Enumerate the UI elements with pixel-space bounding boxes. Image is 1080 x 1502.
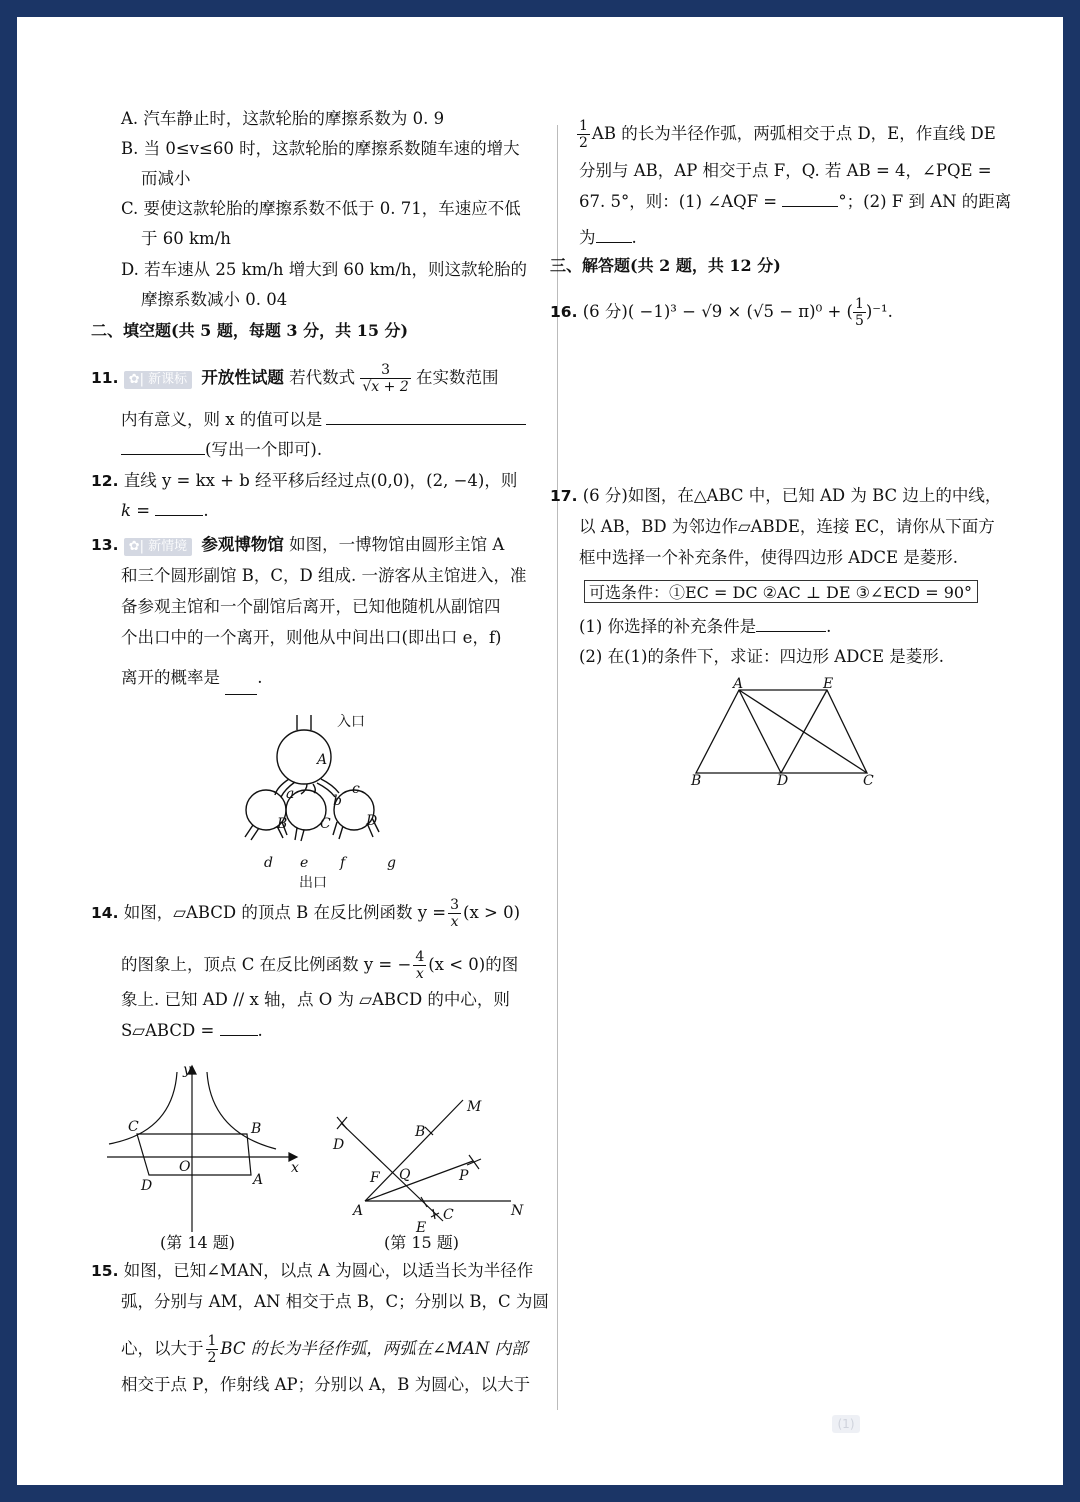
q15-continued-line3: 67. 5°，则：(1) ∠AQF = °；(2) F 到 AN 的距离 [579,192,1012,211]
q14-line2: 的图象上，顶点 C 在反比例函数 y = − $\frac{4}{x}$ (x < 0)的图 [121,949,519,982]
section-fill-in-heading: 二、填空题(共 5 题，每题 3 分，共 15 分) [91,321,409,340]
exit-e-label: e [300,855,309,871]
page-number: (1) [832,1415,860,1433]
q11-line2: 内有意义，则 x 的值可以是 [121,409,526,431]
q17-sub1: (1) 你选择的补充条件是 . [579,617,832,636]
q14-b-label: B [251,1121,262,1137]
q14-line4: S▱ABCD = . [121,1021,263,1040]
q12-line2: k = . [121,501,209,520]
q14-c-label: C [128,1119,139,1135]
q10-option-b: B. 当 0≤v≤60 时，这款轮胎的摩擦系数随车速的增大 [121,139,520,158]
q15-m-label: M [467,1099,482,1115]
museum-b-label: B [277,816,288,832]
q17-line3: 框中选择一个补充条件，使得四边形 ADCE 是菱形. [579,548,959,567]
q15-line2: 弧，分别与 AM，AN 相交于点 B，C；分别以 B，C 为圆 [121,1292,549,1311]
exam-page [17,17,1063,1485]
museum-a-label: A [317,752,328,768]
q14-a-label: A [253,1172,264,1188]
exit-b-label: b [333,793,342,809]
q11-fraction: $\frac{3}{√x + 2}$ [362,362,409,395]
q11-answer-blank-2[interactable] [121,440,205,455]
q13-line4: 个出口中的一个离开，则他从中间出口(即出口 e，f) [121,628,502,647]
q10-option-c-cont: 于 60 km/h [141,229,231,248]
q15: 15. 如图，已知∠MAN，以点 A 为圆心，以适当长为半径作 [91,1261,534,1280]
q15-figure [327,1079,527,1239]
q10-option-c: C. 要使这款轮胎的摩擦系数不低于 0. 71，车速应不低 [121,199,521,218]
q12-answer-blank[interactable] [155,501,203,516]
q14-d-label: D [141,1178,153,1194]
q13: 13. ✿| 新情境 参观博物馆 如图，一博物馆由圆形主馆 A [91,535,505,554]
q11-number: 11. [91,369,119,387]
q13-line3: 备参观主馆和一个副馆后离开，已知他随机从副馆四 [121,597,501,616]
q10-option-b-cont: 而减小 [141,169,191,188]
entrance-label: 入口 [337,714,365,730]
exit-d-label: d [264,855,273,871]
q15-continued-line2: 分别与 AB，AP 相交于点 F，Q. 若 AB = 4，∠PQE = [579,161,992,180]
q17-a-label: A [733,677,744,692]
q15-b-label: B [415,1124,426,1140]
q15-line3: 心，以大于 $\frac{1}{2}$ BC 的长为半径作弧，两弧在∠MAN 内部 [121,1333,528,1366]
q17-figure [682,677,892,787]
q15-p-label: P [459,1168,469,1184]
exit-a-label: a [286,786,295,802]
museum-d-label: D [366,813,378,829]
exit-label: 出口 [299,875,327,891]
q15-e-label: E [416,1220,427,1236]
q17-b-label: B [691,773,702,787]
q14-y-axis-label: y [183,1062,191,1078]
q14-origin-label: O [179,1159,191,1175]
q15-a-label: A [353,1203,364,1219]
q13-answer-blank[interactable] [225,680,257,695]
q10-option-d: D. 若车速从 25 km/h 增大到 60 km/h，则这款轮胎的 [121,260,528,279]
q15-answer-blank-2[interactable] [596,228,632,243]
q17-line2: 以 AB，BD 为邻边作▱ABDE，连接 EC，请你从下面方 [579,517,995,536]
q14: 14. 如图，▱ABCD 的顶点 B 在反比例函数 y = $\frac{3}{x}$ (x > 0) [91,897,521,930]
q14-line3: 象上. 已知 AD // x 轴，点 O 为 ▱ABCD 的中心，则 [121,990,510,1009]
museum-c-label: C [320,816,331,832]
q17: 17. (6 分)如图，在△ABC 中，已知 AD 为 BC 边上的中线， [550,486,1002,505]
q11-pre: 若代数式 [289,368,356,387]
q11-tag: ✿| 新课标 [124,371,192,389]
exit-g-label: g [387,855,396,871]
q15-q-label: Q [399,1167,411,1183]
q17-c-label: C [863,773,874,787]
q11-post: 在实数范围 [416,368,499,387]
q11-answer-blank[interactable] [326,410,526,425]
q12: 12. 直线 y = kx + b 经平移后经过点(0,0)，(2, −4)，则 [91,471,518,490]
q15-answer-blank-1[interactable] [782,192,838,207]
q15-continued-line1: $\frac{1}{2}$ AB 的长为半径作弧，两弧相交于点 D，E，作直线 DE [579,118,996,151]
q15-n-label: N [511,1203,524,1219]
q16: 16. (6 分)( −1)³ − √9 × (√5 − π)⁰ + ( $\frac{1}{5}$ )⁻¹. [550,296,893,329]
q14-caption: (第 14 题) [160,1233,236,1252]
q13-title: 参观博物馆 [201,535,284,554]
exit-f-label: f [340,855,346,871]
q17-answer-blank[interactable] [756,617,826,632]
q14-x-axis-label: x [291,1160,299,1176]
q11-title: 开放性试题 [201,368,284,387]
q15-caption: (第 15 题) [384,1233,460,1252]
q14-answer-blank[interactable] [220,1021,258,1036]
q13-tag: ✿| 新情境 [124,538,192,556]
q17-e-label: E [823,677,834,692]
exit-c-label: c [352,781,360,797]
q11 [91,362,499,395]
q15-line4: 相交于点 P，作射线 AP；分别以 A，B 为圆心，以大于 [121,1375,531,1394]
q17-d-label: D [777,773,789,787]
q17-sub2: (2) 在(1)的条件下，求证：四边形 ADCE 是菱形. [579,647,945,666]
q11-line3: (写出一个即可). [121,439,322,461]
q15-continued-line4: 为 . [579,228,637,247]
q15-d-label: D [333,1137,345,1153]
q14-figure [101,1052,311,1237]
q10-option-a: A. 汽车静止时，这款轮胎的摩擦系数为 0. 9 [121,109,445,128]
q17-options-box: 可选条件：①EC = DC ②AC ⊥ DE ③∠ECD = 90° [584,580,978,603]
q10-option-d-cont: 摩擦系数减小 0. 04 [141,290,288,309]
section-answer-heading: 三、解答题(共 2 题，共 12 分) [550,256,781,275]
museum-figure [237,707,407,877]
q15-c-label: C [443,1207,454,1223]
q13-line5: 离开的概率是 . [121,667,263,689]
q15-f-label: F [370,1170,380,1186]
q13-line2: 和三个圆形副馆 B，C，D 组成. 一游客从主馆进入，准 [121,566,527,585]
